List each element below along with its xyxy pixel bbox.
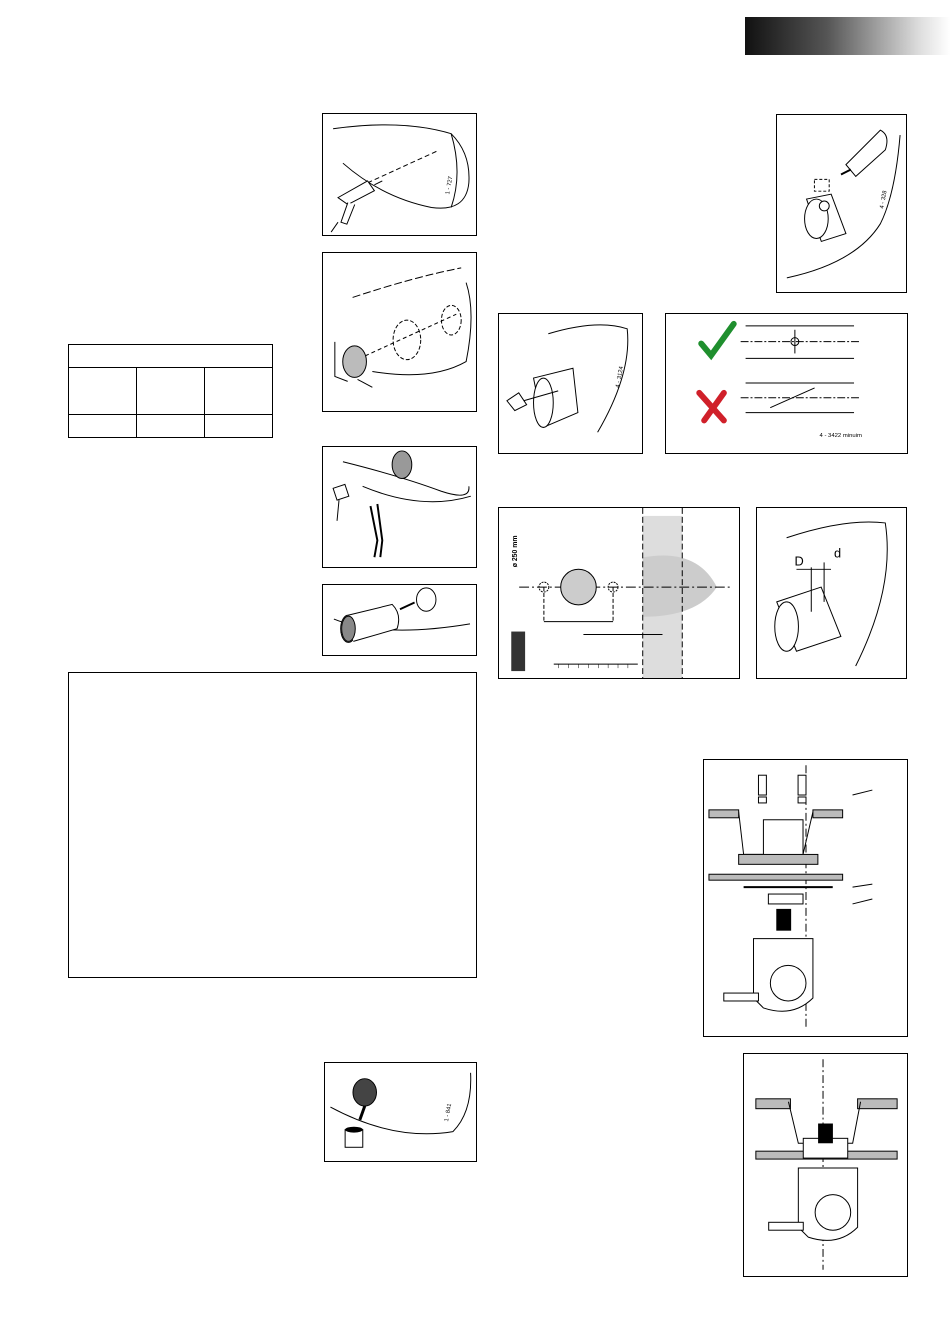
fig-code: 1 - 841 xyxy=(444,1103,454,1123)
template-diameter: ø 250 mm xyxy=(512,535,520,568)
spec-table-cell xyxy=(205,415,273,438)
spec-table-cell xyxy=(69,368,137,415)
brush-icon xyxy=(353,1079,377,1120)
figure-drill-template xyxy=(498,507,740,679)
cross-icon xyxy=(699,393,724,421)
label-D: D xyxy=(794,553,804,569)
figure-hole-saw xyxy=(322,252,477,412)
figure-drill-pilot xyxy=(322,113,477,236)
figure-sealant xyxy=(324,1062,477,1162)
spec-table-cell xyxy=(137,368,205,415)
figure-measure-diameters xyxy=(756,507,907,679)
figure-insert-tube xyxy=(322,584,477,656)
spec-table-cell xyxy=(69,415,137,438)
label-d: d xyxy=(833,545,842,561)
fig-code: 1 - 727 xyxy=(445,175,455,196)
spec-table-cell xyxy=(205,368,273,415)
fig-code: 4 - 3124 xyxy=(615,365,626,389)
spec-table-header xyxy=(69,345,273,368)
header-gradient-bar xyxy=(745,17,950,55)
figure-template-on-tube xyxy=(498,313,643,454)
spec-table xyxy=(68,344,273,438)
pencil-hand-icon xyxy=(841,130,887,176)
note-frame xyxy=(68,672,477,978)
figure-assembly-final xyxy=(743,1053,908,1277)
checkmark-icon xyxy=(701,324,734,356)
glue-pot-icon xyxy=(345,1127,363,1148)
figure-assembly-exploded xyxy=(703,759,908,1037)
drill-icon xyxy=(331,181,382,232)
spec-table-cell xyxy=(137,415,205,438)
figure-alignment-check xyxy=(665,313,908,454)
figure-finish-hole xyxy=(322,446,477,568)
figure-mark-tube xyxy=(776,114,907,293)
fig-code: 4 - 328 xyxy=(879,190,889,210)
fig-code: 4 - 3422 minuim xyxy=(819,433,862,440)
